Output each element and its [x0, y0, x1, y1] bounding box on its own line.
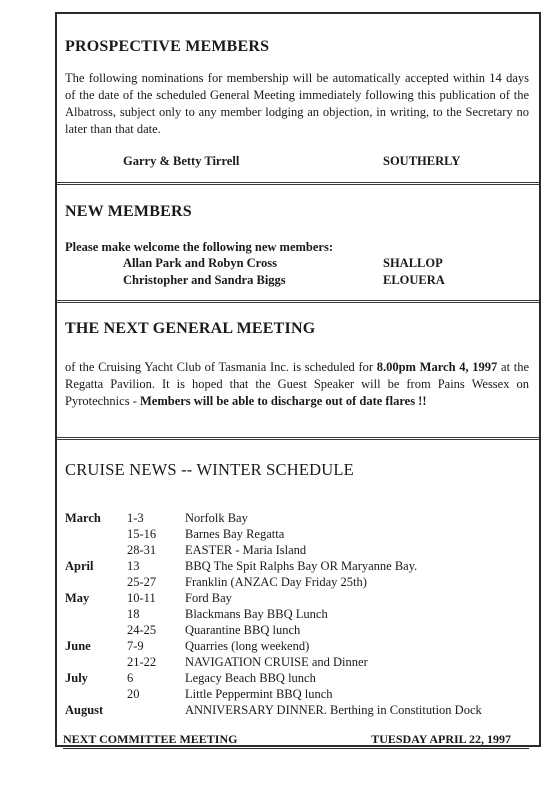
- section-divider: [57, 182, 539, 185]
- section-divider: [57, 437, 539, 440]
- schedule-event: NAVIGATION CRUISE and Dinner: [185, 655, 368, 669]
- schedule-dates: 1-3: [127, 511, 144, 525]
- schedule-event: Franklin (ANZAC Day Friday 25th): [185, 575, 367, 589]
- schedule-dates: 20: [127, 687, 140, 701]
- new-member-boat: ELOUERA: [383, 273, 445, 287]
- schedule-row: [65, 622, 535, 638]
- meeting-date: 8.00pm March 4, 1997: [376, 360, 498, 374]
- schedule-dates: 15-16: [127, 527, 157, 541]
- newsletter-page: [55, 12, 541, 747]
- new-member-boat: SHALLOP: [383, 256, 443, 270]
- schedule-dates: 7-9: [127, 639, 144, 653]
- schedule-event: EASTER - Maria Island: [185, 543, 307, 557]
- schedule-row: [65, 702, 535, 718]
- schedule-month: June: [65, 639, 91, 653]
- schedule-row: [65, 638, 535, 654]
- schedule-dates: 18: [127, 607, 140, 621]
- schedule-event: Blackmans Bay BBQ Lunch: [185, 607, 328, 621]
- schedule-row: [65, 654, 535, 670]
- cruise-news-heading: CRUISE NEWS -- WINTER SCHEDULE: [65, 460, 354, 479]
- nominee-name: Garry & Betty Tirrell: [123, 154, 240, 168]
- schedule-dates: 10-11: [127, 591, 156, 605]
- schedule-row: [65, 606, 535, 622]
- schedule-row: [65, 510, 535, 526]
- new-member-name: Allan Park and Robyn Cross: [123, 256, 277, 270]
- nominee-boat: SOUTHERLY: [383, 154, 461, 168]
- schedule-event: ANNIVERSARY DINNER. Berthing in Constitution Dock: [185, 703, 482, 717]
- schedule-event: BBQ The Spit Ralphs Bay OR Maryanne Bay.: [185, 559, 418, 573]
- schedule-row: [65, 670, 535, 686]
- schedule-dates: 6: [127, 671, 134, 685]
- schedule-row: [65, 526, 535, 542]
- schedule-event: Quarries (long weekend): [185, 639, 310, 653]
- schedule-row: [65, 590, 535, 606]
- prospective-members-heading: PROSPECTIVE MEMBERS: [65, 38, 270, 55]
- schedule-dates: 21-22: [127, 655, 157, 669]
- meeting-details: at the Regatta Pavilion. It is hoped that the Guest Speaker will be from Pains Wessex on Pyrotechnics -: [65, 360, 530, 408]
- schedule-row: [65, 686, 535, 702]
- schedule-dates: 24-25: [127, 623, 157, 637]
- schedule-month: March: [65, 511, 101, 525]
- meeting-intro: of the Cruising Yacht Club of Tasmania Inc. is scheduled for: [65, 360, 374, 374]
- schedule-dates: 25-27: [127, 575, 157, 589]
- new-members-heading: NEW MEMBERS: [65, 203, 192, 220]
- committee-meeting-date: TUESDAY APRIL 22, 1997: [371, 732, 511, 746]
- section-divider: [57, 300, 539, 303]
- general-meeting-heading: THE NEXT GENERAL MEETING: [65, 320, 316, 337]
- prospective-members-text: The following nominations for membership will be automatically accepted within 14 days of the date of the scheduled General Meeting immediately following this publication of the Albatross, subject only to any member lodging an objection, in writing, to the Secretary no later than that date.: [65, 71, 529, 136]
- schedule-month: August: [65, 703, 104, 717]
- committee-meeting-footer: [63, 732, 529, 749]
- new-member-name: Christopher and Sandra Biggs: [123, 273, 286, 287]
- schedule-event: Legacy Beach BBQ lunch: [185, 671, 316, 685]
- general-meeting-text: [65, 359, 529, 410]
- schedule-month: July: [65, 671, 88, 685]
- schedule-row: [65, 574, 535, 590]
- schedule-month: May: [65, 591, 90, 605]
- new-members-intro: Please make welcome the following new members:: [65, 240, 333, 254]
- committee-meeting-label: NEXT COMMITTEE MEETING: [63, 732, 238, 746]
- cruise-schedule: [65, 510, 535, 718]
- schedule-event: Little Peppermint BBQ lunch: [185, 687, 333, 701]
- schedule-event: Norfolk Bay: [185, 511, 248, 525]
- schedule-event: Quarantine BBQ lunch: [185, 623, 301, 637]
- schedule-dates: 13: [127, 559, 140, 573]
- meeting-flares-note: Members will be able to discharge out of date flares !!: [139, 394, 427, 408]
- schedule-month: April: [65, 559, 94, 573]
- schedule-row: [65, 558, 535, 574]
- schedule-row: [65, 542, 535, 558]
- schedule-dates: 28-31: [127, 543, 157, 557]
- schedule-event: Barnes Bay Regatta: [185, 527, 285, 541]
- schedule-event: Ford Bay: [185, 591, 232, 605]
